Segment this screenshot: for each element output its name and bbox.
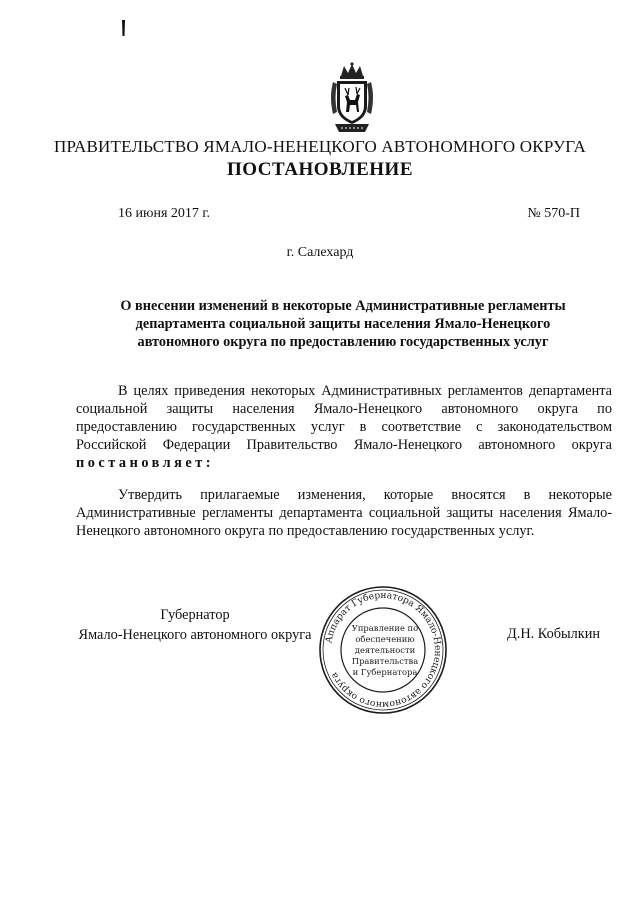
signatory-position-line-1: Губернатор — [160, 607, 230, 623]
body-paragraph-1 — [76, 382, 612, 472]
document-date: 16 июня 2017 г. — [118, 206, 211, 221]
document-city: г. Салехард — [286, 245, 354, 260]
corner-pen-mark — [121, 20, 126, 36]
stamp-center-line-4: Правительства — [351, 656, 419, 666]
stamp-center-line-5: и Губернатора — [352, 667, 418, 677]
document-type: ПОСТАНОВЛЕНИЕ — [226, 159, 414, 180]
coat-of-arms-emblem — [327, 62, 377, 138]
signatory-name: Д.Н. Кобылкин — [507, 626, 601, 642]
signatory-position-line-2: Ямало-Ненецкого автономного округа — [78, 627, 312, 643]
stamp-center-line-3: деятельности — [354, 645, 416, 655]
signatory-position — [60, 605, 330, 645]
official-stamp — [316, 583, 450, 717]
stamp-center-line-2: обеспечению — [355, 634, 415, 644]
stamp-ring-text: Аппарат Губернатора Ямало-Ненецкого автономного округа — [323, 589, 444, 711]
document-title: О внесении изменений в некоторые Административные регламенты департамента социальной защиты населения Ямало-Ненецкого автономного округа по предоставлению государственных услуг — [120, 298, 566, 350]
stamp-center-line-1: Управление по — [351, 623, 419, 633]
government-name: ПРАВИТЕЛЬСТВО ЯМАЛО-НЕНЕЦКОГО АВТОНОМНОГО ОКРУГА — [54, 137, 586, 156]
resolution-verb: постановляет: — [76, 455, 215, 471]
paragraph-1-text: В целях приведения некоторых Административных регламентов департамента социальной защиты населения Ямало-Ненецкого автономного округа по предоставлению государственных услуг в соответствие с законодательством Российской Федерации Правительство Ямало-Ненецкого автономного округа — [76, 383, 612, 453]
document-number: № 570-П — [527, 206, 580, 221]
body-paragraph-2: Утвердить прилагаемые изменения, которые вносятся в некоторые Административные регламенты департамента социальной защиты населения Ямало-Ненецкого автономного округа по предоставлению государственных услуг. — [76, 487, 612, 539]
